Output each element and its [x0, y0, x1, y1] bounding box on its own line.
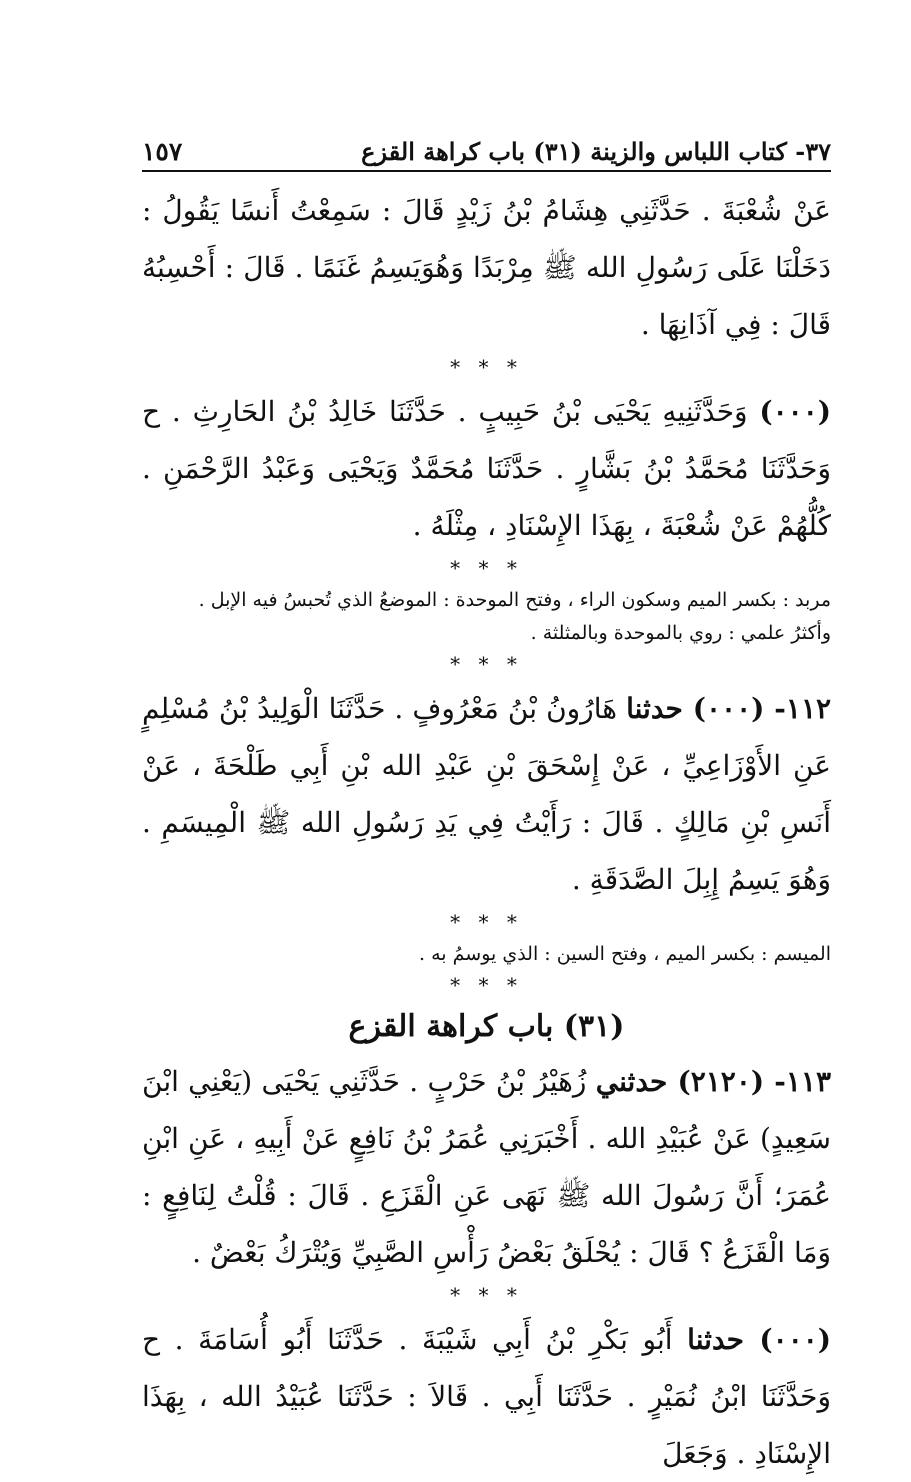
footnote-2 — [142, 938, 831, 971]
footnote-line: مربد : بكسر الميم وسكون الراء ، وفتح الموحدة : الموضعُ الذي تُحبسُ فيه الإبل . — [198, 589, 831, 611]
hadith-number: (٠٠٠) — [759, 395, 831, 428]
separator: * * * — [450, 1283, 523, 1307]
hadith-paragraph-4 — [142, 1053, 831, 1281]
hadith-text: هَارُونُ بْنُ مَعْرُوفٍ . حَدَّثَنَا الْوَلِيدُ بْنُ مُسْلِمٍ عَنِ الأَوْزَاعِيِّ ، عَنْ إِسْحَقَ بْنِ عَبْدِ الله بْنِ أَبِي طَلْحَةَ ، عَنْ أَنَسِ بْنِ مَالِكٍ . قَالَ : رَأَيْتُ فِي يَدِ رَسُولِ الله ﷺ الْمِيسَمِ . وَهُوَ يَسِمُ إِبِلَ الصَّدَقَةِ . — [142, 692, 831, 896]
footnote-line: وأكثرُ علمي : روي بالموحدة وبالمثلثة . — [530, 622, 831, 644]
separator: * * * — [450, 652, 523, 676]
separator: * * * — [450, 556, 523, 580]
separator: * * * — [450, 973, 523, 997]
page-number: ١٥٧ — [142, 137, 183, 166]
page-header — [142, 118, 831, 172]
running-title: ٣٧- كتاب اللباس والزينة (٣١) باب كراهة القزع — [361, 137, 831, 166]
hadith-paragraph-1 — [142, 182, 831, 353]
separator: * * * — [450, 910, 523, 934]
hadith-text: وَحَدَّثَنِيهِ يَحْيَى بْنُ حَبِيبٍ . حَدَّثَنَا خَالِدُ بْنُ الحَارِثِ . ح وَحَدَّثَنَا مُحَمَّدُ بْنُ بَشَّارٍ . حَدَّثَنَا مُحَمَّدٌ وَيَحْيَى وَعَبْدُ الرَّحْمَنِ . كُلُّهُمْ عَنْ شُعْبَةَ ، بِهَذَا الإِسْنَادِ ، مِثْلَهُ . — [142, 395, 831, 542]
hadith-paragraph-2 — [142, 383, 831, 554]
page-body — [142, 182, 831, 1482]
hadith-text: زُهَيْرُ بْنُ حَرْبٍ . حَدَّثَنِي يَحْيَى (يَعْنِي ابْنَ سَعِيدٍ) عَنْ عُبَيْدِ الله . أَخْبَرَنِي عُمَرُ بْنُ نَافِعٍ عَنْ أَبِيهِ ، عَنِ ابْنِ عُمَرَ؛ أَنَّ رَسُولَ الله ﷺ نَهَى عَنِ الْقَزَعِ . قَالَ : قُلْتُ لِنَافِعٍ : وَمَا الْقَزَعُ ؟ قَالَ : يُحْلَقُ بَعْضُ رَأْسِ الصَّبِيِّ وَيُتْرَكُ بَعْضٌ . — [142, 1065, 831, 1269]
hadith-number: (٠٠٠) حدثنا — [687, 1323, 832, 1356]
footnote-1 — [142, 584, 831, 650]
footnote-line: الميسم : بكسر الميم ، وفتح السين : الذي يوسمُ به . — [419, 943, 831, 965]
hadith-text: أَبُو بَكْرِ بْنُ أَبِي شَيْبَةَ . حَدَّثَنَا أَبُو أُسَامَةَ . ح وَحَدَّثَنَا ابْنُ نُمَيْرٍ . حَدَّثَنَا أَبِي . قَالاَ : حَدَّثَنَا عُبَيْدُ الله ، بِهَذَا الإِسْنَادِ . وَجَعَلَ — [142, 1323, 831, 1470]
hadith-number: ١١٣- (٢١٢٠) حدثني — [595, 1065, 831, 1098]
separator: * * * — [450, 355, 523, 379]
hadith-paragraph-5 — [142, 1311, 831, 1482]
hadith-number: ١١٢- (٠٠٠) حدثنا — [626, 692, 832, 725]
hadith-text: عَنْ شُعْبَةَ . حَدَّثَنِي هِشَامُ بْنُ زَيْدٍ قَالَ : سَمِعْتُ أَنسًا يَقُولُ : دَخَلْنَا عَلَى رَسُولِ الله ﷺ مِرْبَدًا وَهُوَيَسِمُ غَنَمًا . قَالَ : أَحْسِبُهُ قَالَ : فِي آذَانِهَا . — [142, 194, 831, 341]
chapter-heading: (٣١) باب كراهة القزع — [348, 1009, 625, 1044]
hadith-paragraph-3 — [142, 680, 831, 908]
